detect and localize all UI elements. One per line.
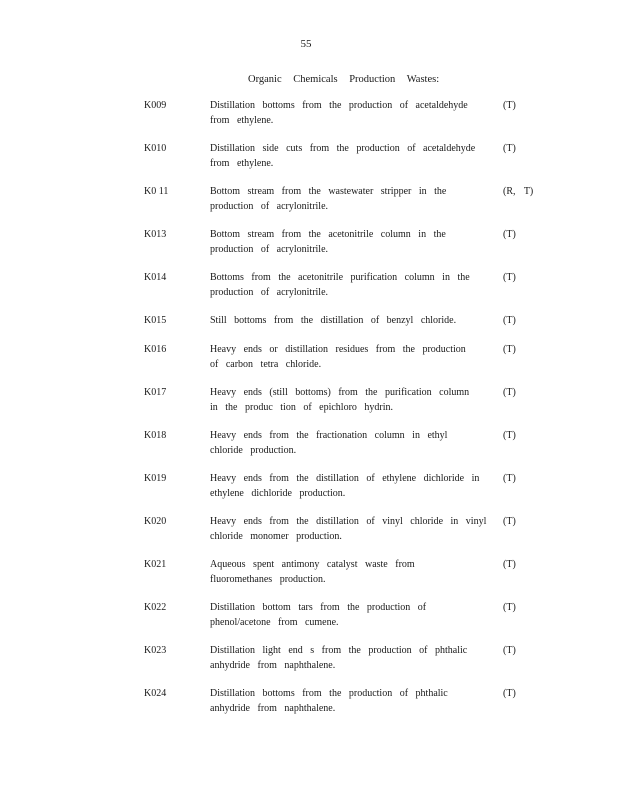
hazard-code: (T) (503, 516, 516, 527)
description-line: production of acrylonitrile. (210, 243, 329, 255)
waste-entry (0, 185, 618, 228)
description-line: Distillation side cuts from the production of acetaldehyde (210, 143, 476, 154)
page-number (0, 37, 618, 51)
waste-entry (0, 687, 618, 730)
waste-description (210, 271, 490, 300)
waste-code-list (0, 99, 618, 730)
waste-entry (0, 644, 618, 687)
waste-entry (0, 343, 618, 386)
waste-entry (0, 271, 618, 314)
waste-code: K013 (144, 229, 167, 240)
waste-description (210, 429, 490, 458)
waste-code: K018 (144, 430, 167, 441)
waste-description (210, 687, 490, 716)
description-line: ethylene dichloride production. (210, 487, 346, 499)
waste-code: K020 (144, 516, 167, 527)
description-line: anhydride from naphthalene. (210, 702, 336, 714)
waste-description (210, 314, 490, 329)
description-line: phenol/acetone from cumene. (210, 616, 339, 628)
waste-code: K009 (144, 100, 167, 111)
hazard-code: (T) (503, 473, 516, 484)
hazard-code: (R, T) (503, 186, 534, 197)
waste-description (210, 558, 490, 587)
waste-code: K016 (144, 344, 167, 355)
waste-description (210, 228, 490, 257)
waste-entry (0, 515, 618, 558)
hazard-code: (T) (503, 387, 516, 398)
page-number-text: 55 (300, 38, 312, 50)
hazard-code: (T) (503, 344, 516, 355)
waste-code: K017 (144, 387, 167, 398)
description-line: production of acrylonitrile. (210, 286, 329, 298)
description-line: Bottom stream from the wastewater stripper in the (210, 186, 447, 197)
section-heading: Organic Chemicals Production Wastes: (248, 74, 440, 85)
waste-entry (0, 386, 618, 429)
waste-description (210, 601, 490, 630)
waste-entry (0, 429, 618, 472)
hazard-code: (T) (503, 229, 516, 240)
waste-description (210, 142, 490, 171)
description-line: chloride monomer production. (210, 530, 342, 542)
description-line: Heavy ends from the distillation of vinyl chloride in vinyl (210, 516, 487, 527)
description-line: Distillation light end s from the production of phthalic (210, 645, 468, 656)
description-line: Still bottoms from the distillation of benzyl chloride. (210, 315, 457, 326)
description-line: Heavy ends (still bottoms) from the purification column (210, 387, 470, 398)
waste-entry (0, 601, 618, 644)
waste-entry (0, 472, 618, 515)
description-line: of carbon tetra chloride. (210, 358, 322, 370)
description-line: production of acrylonitrile. (210, 200, 329, 212)
description-line: Distillation bottoms from the production of acetaldehyde (210, 100, 468, 111)
hazard-code: (T) (503, 559, 516, 570)
waste-description (210, 515, 490, 544)
hazard-code: (T) (503, 430, 516, 441)
waste-description (210, 386, 490, 415)
waste-description (210, 644, 490, 673)
waste-code: K014 (144, 272, 167, 283)
description-line: Distillation bottom tars from the production of (210, 602, 427, 613)
waste-entry (0, 558, 618, 601)
description-line: from ethylene. (210, 157, 274, 169)
hazard-code: (T) (503, 688, 516, 699)
waste-description (210, 99, 490, 128)
waste-code: K023 (144, 645, 167, 656)
description-line: from ethylene. (210, 114, 274, 126)
description-line: chloride production. (210, 444, 297, 456)
waste-description (210, 185, 490, 214)
hazard-code: (T) (503, 100, 516, 111)
waste-entry (0, 228, 618, 271)
waste-entry (0, 314, 618, 343)
waste-code: K021 (144, 559, 167, 570)
hazard-code: (T) (503, 315, 516, 326)
description-line: fluoromethanes production. (210, 573, 326, 585)
description-line: Bottom stream from the acetonitrile column in the (210, 229, 446, 240)
waste-code: K024 (144, 688, 167, 699)
description-line: in the produc tion of epichloro hydrin. (210, 401, 394, 413)
waste-entry (0, 142, 618, 185)
waste-code: K010 (144, 143, 167, 154)
waste-code: K015 (144, 315, 167, 326)
waste-code: K0 11 (144, 186, 169, 197)
hazard-code: (T) (503, 602, 516, 613)
description-line: Heavy ends from the distillation of ethylene dichloride in (210, 473, 480, 484)
waste-description (210, 472, 490, 501)
waste-code: K022 (144, 602, 167, 613)
description-line: Distillation bottoms from the production of phthalic (210, 688, 448, 699)
description-line: Bottoms from the acetonitrile purification column in the (210, 272, 470, 283)
description-line: Heavy ends or distillation residues from the production (210, 344, 466, 355)
description-line: Heavy ends from the fractionation column in ethyl (210, 430, 448, 441)
hazard-code: (T) (503, 143, 516, 154)
waste-description (210, 343, 490, 372)
hazard-code: (T) (503, 272, 516, 283)
description-line: Aqueous spent antimony catalyst waste from (210, 559, 415, 570)
waste-entry (0, 99, 618, 142)
description-line: anhydride from naphthalene. (210, 659, 336, 671)
waste-code: K019 (144, 473, 167, 484)
hazard-code: (T) (503, 645, 516, 656)
